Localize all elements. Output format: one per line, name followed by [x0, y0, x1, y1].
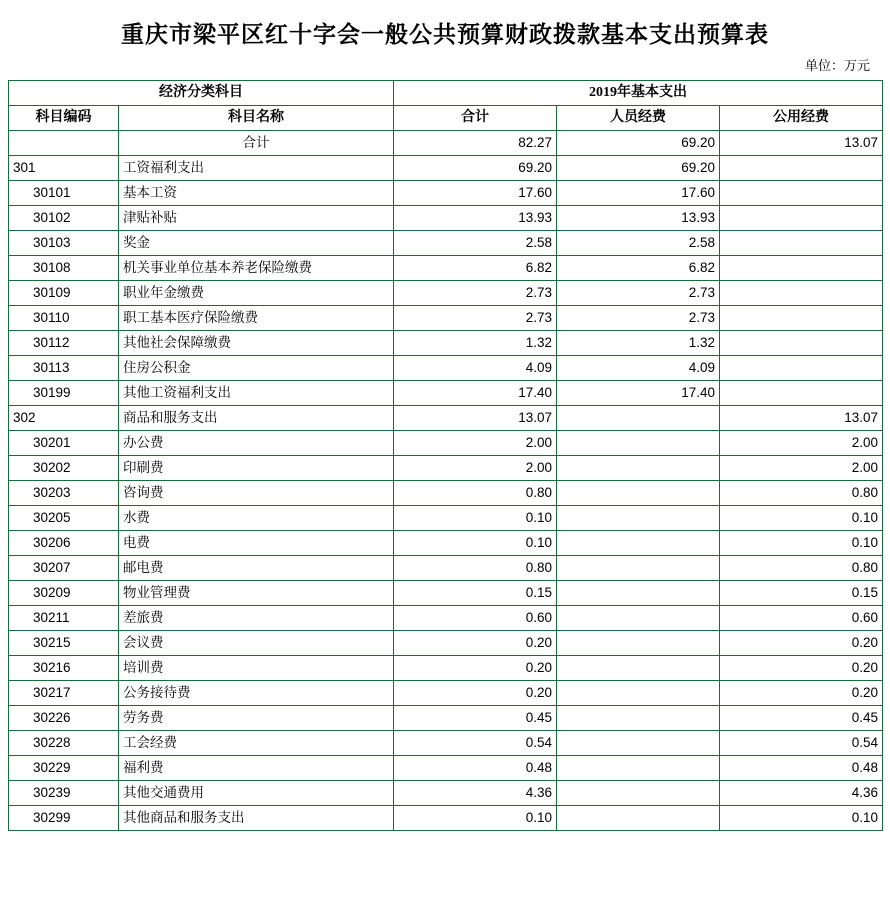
cell-total: 17.40	[394, 381, 557, 406]
cell-total: 2.00	[394, 431, 557, 456]
cell-staff	[557, 406, 720, 431]
cell-name: 电费	[119, 531, 394, 556]
cell-code: 30211	[9, 606, 119, 631]
cell-name: 基本工资	[119, 181, 394, 206]
cell-staff: 2.73	[557, 306, 720, 331]
table-row	[9, 581, 883, 606]
cell-total: 0.60	[394, 606, 557, 631]
cell-staff	[557, 581, 720, 606]
cell-public	[720, 281, 883, 306]
cell-total: 69.20	[394, 156, 557, 181]
cell-total: 0.10	[394, 506, 557, 531]
cell-public	[720, 331, 883, 356]
cell-name: 住房公积金	[119, 356, 394, 381]
cell-total: 2.00	[394, 456, 557, 481]
cell-code: 30199	[9, 381, 119, 406]
cell-name: 其他社会保障缴费	[119, 331, 394, 356]
cell-code: 302	[9, 406, 119, 431]
cell-staff	[557, 531, 720, 556]
column-header-staff: 人员经费	[557, 106, 720, 131]
page-title: 重庆市梁平区红十字会一般公共预算财政拨款基本支出预算表	[121, 22, 769, 47]
cell-total: 0.20	[394, 681, 557, 706]
cell-staff	[557, 431, 720, 456]
cell-name: 印刷费	[119, 456, 394, 481]
cell-public: 13.07	[720, 406, 883, 431]
cell-public: 2.00	[720, 431, 883, 456]
table-row	[9, 706, 883, 731]
budget-table	[8, 80, 883, 831]
cell-staff	[557, 631, 720, 656]
table-header	[9, 81, 883, 131]
cell-staff: 17.40	[557, 381, 720, 406]
cell-total: 0.80	[394, 481, 557, 506]
cell-code: 30229	[9, 756, 119, 781]
cell-staff	[557, 781, 720, 806]
cell-code: 30226	[9, 706, 119, 731]
cell-public: 2.00	[720, 456, 883, 481]
cell-staff	[557, 456, 720, 481]
table-column-header-row	[9, 106, 883, 131]
cell-name: 工会经费	[119, 731, 394, 756]
cell-public: 0.15	[720, 581, 883, 606]
cell-public: 0.20	[720, 681, 883, 706]
cell-public: 0.48	[720, 756, 883, 781]
cell-public: 0.60	[720, 606, 883, 631]
cell-public	[720, 356, 883, 381]
cell-total: 0.20	[394, 656, 557, 681]
table-row	[9, 481, 883, 506]
cell-public: 0.80	[720, 481, 883, 506]
cell-public: 0.20	[720, 656, 883, 681]
cell-code: 30207	[9, 556, 119, 581]
cell-code: 30109	[9, 281, 119, 306]
cell-code: 30101	[9, 181, 119, 206]
cell-public: 0.20	[720, 631, 883, 656]
cell-code: 30110	[9, 306, 119, 331]
cell-staff: 6.82	[557, 256, 720, 281]
table-row	[9, 506, 883, 531]
cell-code: 30201	[9, 431, 119, 456]
cell-staff: 69.20	[557, 131, 720, 156]
cell-code: 30112	[9, 331, 119, 356]
table-row	[9, 131, 883, 156]
cell-code: 30299	[9, 806, 119, 831]
cell-code: 301	[9, 156, 119, 181]
cell-name: 福利费	[119, 756, 394, 781]
cell-code: 30113	[9, 356, 119, 381]
cell-name: 奖金	[119, 231, 394, 256]
cell-total: 4.09	[394, 356, 557, 381]
cell-staff: 1.32	[557, 331, 720, 356]
cell-staff	[557, 731, 720, 756]
column-header-name: 科目名称	[119, 106, 394, 131]
column-header-code: 科目编码	[9, 106, 119, 131]
cell-name: 津贴补贴	[119, 206, 394, 231]
cell-staff	[557, 756, 720, 781]
cell-public	[720, 306, 883, 331]
cell-name: 水费	[119, 506, 394, 531]
cell-name: 差旅费	[119, 606, 394, 631]
cell-total: 0.80	[394, 556, 557, 581]
cell-name: 物业管理费	[119, 581, 394, 606]
cell-total: 2.73	[394, 281, 557, 306]
cell-staff	[557, 681, 720, 706]
cell-code: 30209	[9, 581, 119, 606]
table-row	[9, 756, 883, 781]
table-row	[9, 781, 883, 806]
table-body	[9, 131, 883, 831]
cell-public: 0.45	[720, 706, 883, 731]
cell-public: 0.10	[720, 531, 883, 556]
cell-code: 30228	[9, 731, 119, 756]
cell-staff: 69.20	[557, 156, 720, 181]
table-row	[9, 281, 883, 306]
table-row	[9, 806, 883, 831]
cell-total: 0.45	[394, 706, 557, 731]
cell-staff: 17.60	[557, 181, 720, 206]
unit-note: 单位：万元	[804, 58, 870, 73]
cell-name: 咨询费	[119, 481, 394, 506]
cell-name: 办公费	[119, 431, 394, 456]
cell-name: 其他商品和服务支出	[119, 806, 394, 831]
table-row	[9, 206, 883, 231]
cell-total: 0.48	[394, 756, 557, 781]
cell-name: 其他交通费用	[119, 781, 394, 806]
cell-name: 商品和服务支出	[119, 406, 394, 431]
cell-staff	[557, 506, 720, 531]
cell-total: 0.10	[394, 531, 557, 556]
cell-total: 4.36	[394, 781, 557, 806]
table-row	[9, 156, 883, 181]
table-row	[9, 331, 883, 356]
cell-code: 30215	[9, 631, 119, 656]
cell-total: 0.20	[394, 631, 557, 656]
table-group-header-row	[9, 81, 883, 106]
cell-name: 邮电费	[119, 556, 394, 581]
cell-total: 13.93	[394, 206, 557, 231]
cell-code: 30205	[9, 506, 119, 531]
cell-total: 0.10	[394, 806, 557, 831]
group-header-right: 2019年基本支出	[394, 81, 883, 106]
cell-public	[720, 206, 883, 231]
cell-staff: 2.58	[557, 231, 720, 256]
table-row	[9, 231, 883, 256]
cell-code	[9, 131, 119, 156]
cell-total: 0.15	[394, 581, 557, 606]
cell-staff: 4.09	[557, 356, 720, 381]
cell-name: 其他工资福利支出	[119, 381, 394, 406]
cell-total: 82.27	[394, 131, 557, 156]
cell-code: 30202	[9, 456, 119, 481]
cell-total: 13.07	[394, 406, 557, 431]
table-row	[9, 456, 883, 481]
cell-public	[720, 181, 883, 206]
cell-public	[720, 156, 883, 181]
cell-public	[720, 256, 883, 281]
cell-public: 13.07	[720, 131, 883, 156]
table-row	[9, 431, 883, 456]
cell-code: 30108	[9, 256, 119, 281]
cell-public: 0.80	[720, 556, 883, 581]
cell-name: 培训费	[119, 656, 394, 681]
table-row	[9, 356, 883, 381]
cell-name: 劳务费	[119, 706, 394, 731]
table-row	[9, 406, 883, 431]
cell-name: 职业年金缴费	[119, 281, 394, 306]
cell-code: 30216	[9, 656, 119, 681]
cell-code: 30217	[9, 681, 119, 706]
table-row	[9, 256, 883, 281]
cell-staff	[557, 806, 720, 831]
table-row	[9, 731, 883, 756]
cell-staff	[557, 606, 720, 631]
cell-total: 1.32	[394, 331, 557, 356]
cell-public	[720, 231, 883, 256]
cell-public: 0.10	[720, 806, 883, 831]
cell-public	[720, 381, 883, 406]
table-row	[9, 181, 883, 206]
table-row	[9, 381, 883, 406]
cell-total: 2.58	[394, 231, 557, 256]
cell-total: 0.54	[394, 731, 557, 756]
cell-total: 17.60	[394, 181, 557, 206]
cell-code: 30102	[9, 206, 119, 231]
cell-public: 4.36	[720, 781, 883, 806]
cell-name: 会议费	[119, 631, 394, 656]
cell-staff: 2.73	[557, 281, 720, 306]
cell-code: 30203	[9, 481, 119, 506]
table-row	[9, 531, 883, 556]
document-page	[0, 16, 890, 831]
group-header-left: 经济分类科目	[9, 81, 394, 106]
cell-total: 2.73	[394, 306, 557, 331]
cell-public: 0.54	[720, 731, 883, 756]
cell-name: 公务接待费	[119, 681, 394, 706]
cell-name: 机关事业单位基本养老保险缴费	[119, 256, 394, 281]
cell-public: 0.10	[720, 506, 883, 531]
table-row	[9, 306, 883, 331]
cell-total: 6.82	[394, 256, 557, 281]
cell-staff	[557, 556, 720, 581]
cell-staff	[557, 656, 720, 681]
cell-staff	[557, 706, 720, 731]
column-header-total: 合计	[394, 106, 557, 131]
cell-name: 合计	[119, 131, 394, 156]
table-row	[9, 606, 883, 631]
column-header-public: 公用经费	[720, 106, 883, 131]
cell-code: 30103	[9, 231, 119, 256]
cell-code: 30239	[9, 781, 119, 806]
cell-code: 30206	[9, 531, 119, 556]
cell-name: 工资福利支出	[119, 156, 394, 181]
table-row	[9, 631, 883, 656]
table-row	[9, 681, 883, 706]
cell-staff	[557, 481, 720, 506]
cell-name: 职工基本医疗保险缴费	[119, 306, 394, 331]
table-row	[9, 556, 883, 581]
cell-staff: 13.93	[557, 206, 720, 231]
table-row	[9, 656, 883, 681]
